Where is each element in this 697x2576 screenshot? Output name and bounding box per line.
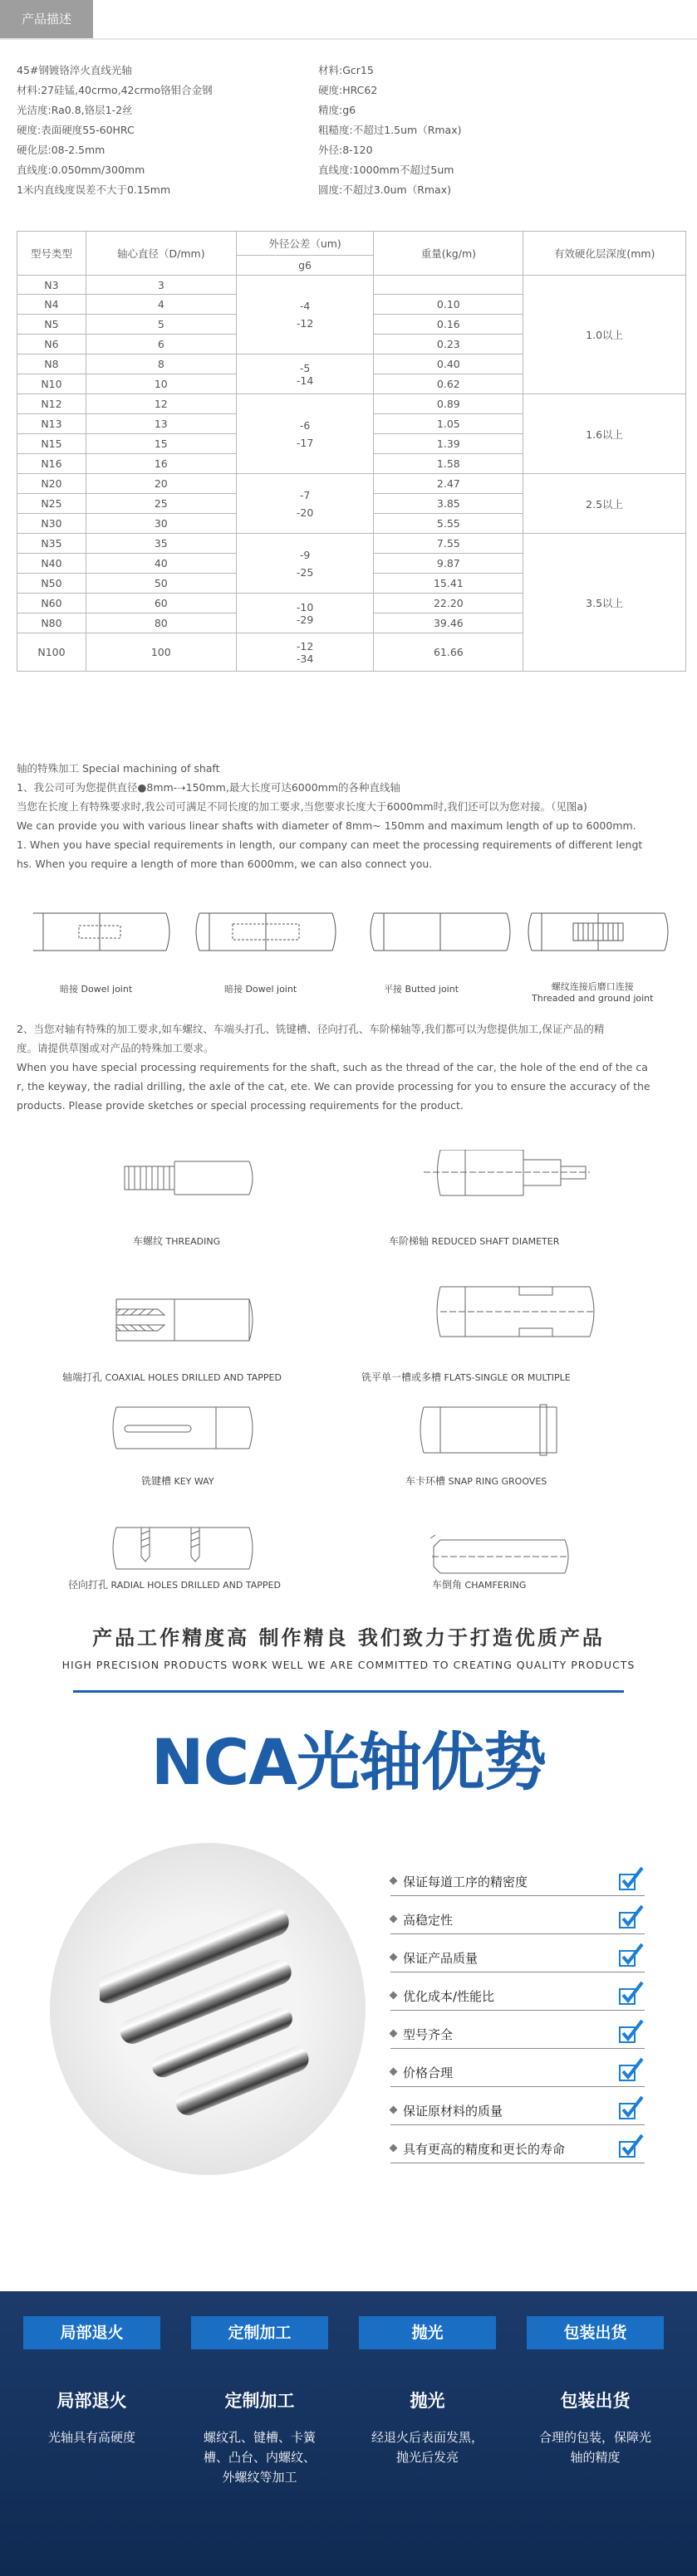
cell-weight: 9.87	[374, 554, 523, 574]
cell-model: N10	[17, 374, 86, 394]
feature-head: 抛光	[359, 2316, 496, 2349]
spec-line: 1米内直线度误差不大于0.15mm	[17, 183, 171, 196]
joint-label-3: 平接 Butted joint	[384, 984, 459, 995]
cell-dia: 60	[86, 594, 236, 613]
proc-label-radial: 径向打孔 RADIAL HOLES DRILLED AND TAPPED	[68, 1579, 281, 1591]
feature-title: 定制加工	[224, 2391, 295, 2411]
cell-tol	[236, 354, 374, 394]
proc-label-chamfer: 车倒角 CHAMFERING	[432, 1579, 527, 1591]
special-title: 轴的特殊加工 Special machining of shaft	[17, 762, 220, 775]
check-icon	[618, 2095, 645, 2120]
joint-label-1: 暗接 Dowel joint	[60, 984, 133, 995]
special-p1-en-c: hs. When you require a length of more than 6000mm, we can also connect you.	[17, 858, 433, 870]
slogan-underline	[73, 1690, 624, 1693]
bullet-icon	[390, 2030, 398, 2038]
cell-dia: 8	[86, 354, 236, 374]
tol-lower: -12	[296, 317, 314, 330]
feature-head: 局部退火	[23, 2316, 160, 2349]
special-p2-block	[17, 1019, 690, 1115]
check-icon	[618, 1981, 645, 2006]
cell-model: N15	[17, 434, 86, 454]
cell-weight: 0.10	[374, 295, 523, 315]
cell-dia: 4	[86, 295, 236, 315]
feature-packaging	[527, 2316, 664, 2467]
cell-weight: 0.62	[374, 374, 523, 394]
feature-head: 定制加工	[191, 2316, 328, 2349]
proc-label-flats: 铣平单一槽或多槽 FLATS-SINGLE OR MULTIPLE	[361, 1371, 571, 1383]
cell-model: N6	[17, 335, 86, 354]
cell-model: N5	[17, 315, 86, 335]
joint-diagrams	[33, 901, 681, 980]
spec-line: 材料:Gcr15	[318, 64, 374, 76]
threaded-joint-diagram	[528, 913, 668, 951]
cell-model: N25	[17, 494, 86, 514]
cell-dia: 100	[86, 633, 236, 672]
cell-weight: 7.55	[374, 534, 523, 554]
threading-diagram	[125, 1161, 253, 1195]
check-icon	[618, 1866, 645, 1891]
cell-dia: 3	[86, 276, 236, 295]
check-icon	[618, 2134, 645, 2158]
cell-dia: 20	[86, 474, 236, 494]
th-diameter: 轴心直径（D/mm)	[86, 232, 236, 276]
cell-weight: 39.46	[374, 613, 523, 633]
special-p2-cn-b: 度。请提供草图或对产品的特殊加工要求。	[17, 1042, 214, 1054]
tol-lower: -14	[296, 374, 314, 387]
cell-weight: 0.16	[374, 315, 523, 335]
spec-line: 材料:27硅锰,40crmo,42crmo铬钼合金钢	[17, 84, 213, 96]
cell-model: N4	[17, 295, 86, 315]
cell-weight: 3.85	[374, 494, 523, 514]
cell-weight: 0.40	[374, 354, 523, 374]
cell-dia: 80	[86, 613, 236, 633]
cell-dia: 15	[86, 434, 236, 454]
cell-dia: 13	[86, 414, 236, 434]
advantage-item: 型号齐全	[390, 2017, 645, 2049]
cell-dia: 12	[86, 394, 236, 414]
slogan-cn: 产品工作精度高 制作精良 我们致力于打造优质产品	[92, 1626, 605, 1650]
snap-ring-diagram	[420, 1405, 557, 1455]
advantage-item: 优化成本/性能比	[390, 1979, 645, 2011]
tol-lower: -17	[296, 436, 314, 449]
tol-lower: -29	[296, 613, 314, 626]
feature-annealing	[23, 2316, 160, 2447]
cell-model: N40	[17, 554, 86, 574]
tol-lower: -34	[296, 652, 314, 665]
rod-1	[100, 1904, 293, 2007]
cell-dia: 40	[86, 554, 236, 574]
spec-line: 硬度:HRC62	[318, 84, 378, 96]
cell-tol	[236, 534, 374, 594]
bullet-icon	[390, 2106, 398, 2114]
advantage-item: 价格合理	[390, 2055, 645, 2087]
header-divider	[0, 38, 697, 40]
spec-line: 光洁度:Ra0.8,铬层1-2丝	[17, 104, 133, 116]
cell-dia: 35	[86, 534, 236, 554]
th-tolerance: 外径公差（um)	[236, 232, 374, 256]
cell-model: N16	[17, 454, 86, 474]
bullet-icon	[390, 2144, 398, 2153]
tol-upper: -10	[296, 600, 314, 613]
feature-desc: 光轴具有高硬度	[47, 2430, 135, 2445]
check-icon	[618, 2057, 645, 2082]
spec-line: 外径:8-120	[318, 144, 373, 156]
bullet-icon	[390, 2068, 398, 2076]
special-p2-en-c: products. Please provide sketches or special processing requirements for the product.	[17, 1099, 464, 1112]
joint-label-4-en: Threaded and ground joint	[532, 993, 654, 1004]
advantage-item: 保证原材料的质量	[390, 2094, 645, 2125]
cell-dia: 10	[86, 374, 236, 394]
dowel-joint-diagram-1	[33, 913, 169, 951]
special-p1-cn-a: 1、我公司可为您提供直径●8mm-➝150mm,最大长度可达6000mm的各种直线轴	[17, 781, 401, 794]
th-weight: 重量(kg/m)	[374, 232, 523, 276]
cell-model: N8	[17, 354, 86, 374]
check-icon	[618, 1943, 645, 1967]
tol-upper: -5	[299, 361, 311, 374]
radial-holes-diagram	[113, 1528, 253, 1569]
cell-weight: 22.20	[374, 594, 523, 613]
cell-dia: 5	[86, 315, 236, 335]
feature-desc: 合理的包装，保障光轴的精度	[538, 2430, 651, 2465]
advantage-item: 保证产品质量	[390, 1941, 645, 1972]
cell-tol	[236, 633, 374, 672]
feature-title: 抛光	[410, 2391, 445, 2411]
check-icon	[618, 2019, 645, 2044]
th-model: 型号类型	[17, 232, 86, 276]
tol-upper: -9	[299, 548, 311, 561]
bullet-icon	[390, 1953, 398, 1962]
spec-line: 45#钢镀铬淬火直线光轴	[17, 64, 132, 76]
feature-title: 局部退火	[56, 2391, 127, 2411]
product-description-tab[interactable]: 产品描述	[0, 0, 93, 38]
linear-shaft-rods-image	[100, 1901, 349, 2150]
special-p2-en-a: When you have special processing requirements for the shaft, such as the thread of the car, the hole of the end of the ca	[17, 1061, 648, 1073]
proc-label-coaxial: 轴端打孔 COAXIAL HOLES DRILLED AND TAPPED	[62, 1371, 282, 1383]
th-depth: 有效硬化层深度(mm)	[523, 232, 686, 276]
cell-model: N35	[17, 534, 86, 554]
flats-diagram	[437, 1287, 594, 1337]
cell-tol	[236, 394, 374, 474]
spec-line: 精度:g6	[318, 104, 356, 116]
advantage-item: 保证每道工序的精密度	[390, 1865, 645, 1896]
special-machining-block	[17, 759, 690, 873]
special-p1-cn-b: 当您在长度上有特殊要求时,我公司可满足不同长度的加工要求,当您要求长度大于6000mm时,我们还可以为您对接。（见图a)	[17, 800, 587, 813]
process-diagrams	[108, 1150, 673, 1581]
joint-label-2: 暗接 Dowel joint	[224, 984, 297, 995]
coaxial-holes-diagram	[116, 1299, 253, 1341]
cell-model: N13	[17, 414, 86, 434]
chamfering-diagram	[430, 1535, 569, 1573]
cell-weight: 0.23	[374, 335, 523, 354]
cell-dia: 6	[86, 335, 236, 354]
tol-lower: -20	[296, 506, 314, 519]
cell-dia: 30	[86, 514, 236, 534]
cell-tol	[236, 594, 374, 633]
cell-model: N12	[17, 394, 86, 414]
proc-label-keyway: 铣键槽 KEY WAY	[141, 1475, 214, 1487]
spec-line: 直线度:1000mm不超过5um	[318, 164, 454, 176]
cell-weight: 1.05	[374, 414, 523, 434]
feature-title: 包装出货	[560, 2391, 631, 2411]
bullet-icon	[390, 1915, 398, 1923]
spec-line: 圆度:不超过3.0um（Rmax)	[318, 183, 451, 196]
spec-line: 直线度:0.050mm/300mm	[17, 164, 145, 176]
joint-label-4-cn: 螺纹连接后磨口连接	[551, 981, 634, 992]
cell-tol	[236, 474, 374, 534]
cell-weight: 5.55	[374, 514, 523, 534]
cell-model: N3	[17, 276, 86, 295]
tol-upper: -4	[299, 300, 311, 312]
cell-weight: 0.89	[374, 394, 523, 414]
cell-depth: 2.5以上	[523, 474, 686, 534]
advantage-item: 高稳定性	[390, 1903, 645, 1934]
brand-title: NCA光轴优势	[150, 1725, 547, 1799]
cell-depth: 1.6以上	[523, 394, 686, 474]
joint-label-4	[532, 980, 653, 1004]
bullet-icon	[390, 1877, 398, 1885]
cell-depth: 3.5以上	[523, 534, 686, 672]
spec-line: 硬化层:08-2.5mm	[17, 144, 106, 156]
dowel-joint-diagram-2	[196, 913, 336, 951]
slogan-en: HIGH PRECISION PRODUCTS WORK WELL WE ARE COMMITTED TO CREATING QUALITY PRODUCTS	[61, 1659, 636, 1671]
cell-weight: 2.47	[374, 474, 523, 494]
th-tolerance-sub: g6	[236, 256, 374, 276]
tol-lower: -25	[296, 565, 314, 579]
cell-weight	[374, 276, 523, 295]
cell-model: N80	[17, 613, 86, 633]
cell-weight: 1.39	[374, 434, 523, 454]
proc-label-snapring: 车卡环槽 SNAP RING GROOVES	[405, 1475, 547, 1487]
cell-tol	[236, 276, 374, 354]
proc-label-reduced: 车阶梯轴 REDUCED SHAFT DIAMETER	[389, 1235, 560, 1247]
cell-depth: 1.0以上	[523, 276, 686, 394]
keyway-diagram	[113, 1407, 253, 1449]
spec-line: 粗糙度:不超过1.5um（Rmax)	[318, 124, 462, 136]
cell-model: N60	[17, 594, 86, 613]
tol-upper: -7	[299, 488, 311, 501]
specs-left	[17, 63, 213, 198]
spec-table	[17, 231, 686, 672]
butted-joint-diagram	[371, 913, 510, 951]
feature-desc: 经退火后表面发黑，抛光后发亮	[371, 2430, 483, 2465]
cell-model: N30	[17, 514, 86, 534]
specs-right	[318, 63, 462, 198]
tol-upper: -6	[299, 418, 311, 432]
cell-weight: 1.58	[374, 454, 523, 474]
cell-model: N20	[17, 474, 86, 494]
spec-line: 硬度:表面硬度55-60HRC	[17, 124, 135, 136]
cell-weight: 15.41	[374, 574, 523, 594]
special-p2-cn-a: 2、当您对轴有特殊的加工要求,如车螺纹、车端头打孔、铣键槽、径向打孔、车阶梯轴等,我们都可以为您提供加工,保证产品的精	[17, 1023, 605, 1035]
feature-polish	[359, 2316, 496, 2467]
cell-dia: 25	[86, 494, 236, 514]
feature-custom	[191, 2316, 328, 2487]
cell-weight: 61.66	[374, 633, 523, 672]
proc-label-threading: 车螺纹 THREADING	[133, 1235, 221, 1247]
special-p2-en-b: r, the keyway, the radial drilling, the axle of the cat, ete. We can provide processing for you to ensure the accuracy of the	[17, 1080, 650, 1092]
cell-dia: 50	[86, 574, 236, 594]
special-p1-en-a: We can provide you with various linear shafts with diameter of 8mm~ 150mm and maximum length of up to 6000mm.	[17, 819, 636, 832]
feature-desc: 螺纹孔、键槽、卡簧槽、凸台、内螺纹、外螺纹等加工	[203, 2430, 316, 2485]
check-icon	[618, 1904, 645, 1929]
special-p1-en-b: 1. When you have special requirements in length, our company can meet the processing requirements of different lengt	[17, 838, 643, 851]
cell-dia: 16	[86, 454, 236, 474]
feature-head: 包装出货	[527, 2316, 664, 2349]
cell-model: N50	[17, 574, 86, 594]
cell-model: N100	[17, 633, 86, 672]
bullet-icon	[390, 1992, 398, 2000]
reduced-shaft-diagram	[424, 1150, 590, 1195]
tol-upper: -12	[296, 639, 314, 653]
advantage-item: 具有更高的精度和更长的寿命	[390, 2132, 645, 2163]
